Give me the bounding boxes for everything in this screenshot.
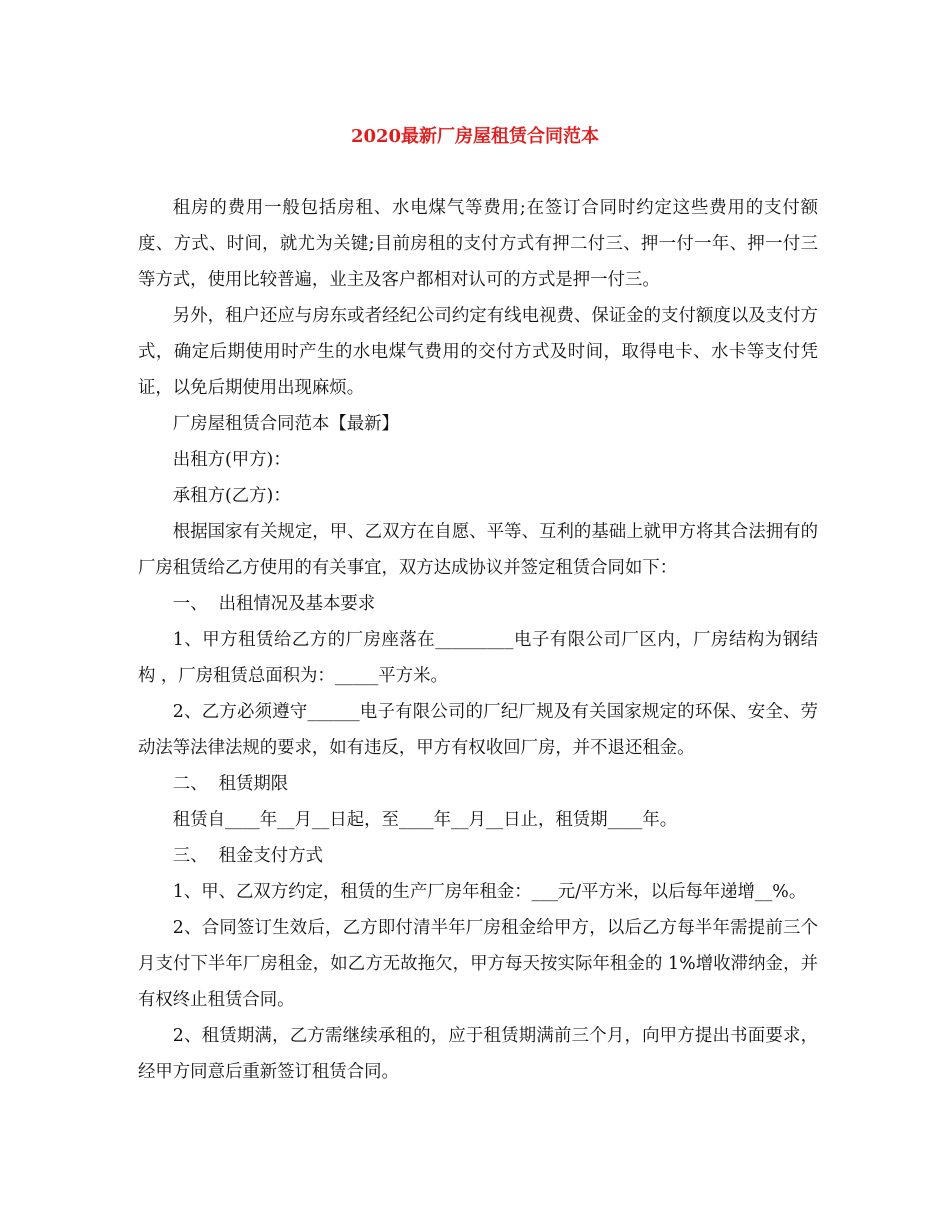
section-heading-3: 三、 租金支付方式 — [172, 846, 323, 866]
document-title: 2020最新厂房屋租赁合同范本 — [350, 126, 600, 147]
document-body — [138, 190, 818, 1090]
paragraph-intro-additional: 另外，租户还应与房东或者经纪公司约定有线电视费、保证金的支付额度以及支付方式，确定后期使用时产生的水电煤气费用的交付方式及时间，取得电卡、水卡等支付凭证，以免后期使用出现麻烦。 — [138, 306, 818, 398]
clause-1-2: 2、乙方必须遵守______电子有限公司的厂纪厂规及有关国家规定的环保、安全、劳动法等法律法规的要求，如有违反，甲方有权收回厂房，并不退还租金。 — [138, 702, 818, 758]
section-heading-2: 二、 租赁期限 — [172, 774, 289, 794]
contract-heading: 厂房屋租赁合同范本【最新】 — [172, 414, 399, 434]
section-heading-1: 一、 出租情况及基本要求 — [172, 594, 376, 614]
clause-2-term: 租赁自____年__月__日起，至____年__月__日止，租赁期____年。 — [172, 810, 678, 830]
contract-preamble: 根据国家有关规定，甲、乙双方在自愿、平等、互利的基础上就甲方将其合法拥有的厂房租赁给乙方使用的有关事宜，双方达成协议并签定租赁合同如下： — [138, 522, 818, 578]
clause-3-3: 2、租赁期满，乙方需继续承租的，应于租赁期满前三个月，向甲方提出书面要求，经甲方同意后重新签订租赁合同。 — [138, 1026, 818, 1082]
clause-3-2: 2、合同签订生效后，乙方即付清半年厂房租金给甲方，以后乙方每半年需提前三个月支付下半年厂房租金，如乙方无故拖欠，甲方每天按实际年租金的 1%增收滞纳金，并有权终止租赁合同。 — [138, 918, 818, 1010]
paragraph-intro-fees: 租房的费用一般包括房租、水电煤气等费用;在签订合同时约定这些费用的支付额度、方式、时间，就尤为关键;目前房租的支付方式有押二付三、押一付一年、押一付三等方式，使用比较普遍，业主及客户都相对认可的方式是押一付三。 — [138, 198, 818, 290]
lessor-line: 出租方(甲方)： — [172, 450, 291, 470]
clause-1-1: 1、甲方租赁给乙方的厂房座落在_________电子有限公司厂区内，厂房结构为钢结构 ，厂房租赁总面积为：_____平方米。 — [138, 630, 818, 686]
lessee-line: 承租方(乙方)： — [172, 486, 291, 506]
clause-3-1: 1、甲、乙双方约定，租赁的生产厂房年租金：___元/平方米，以后每年递增__%。 — [172, 882, 807, 902]
